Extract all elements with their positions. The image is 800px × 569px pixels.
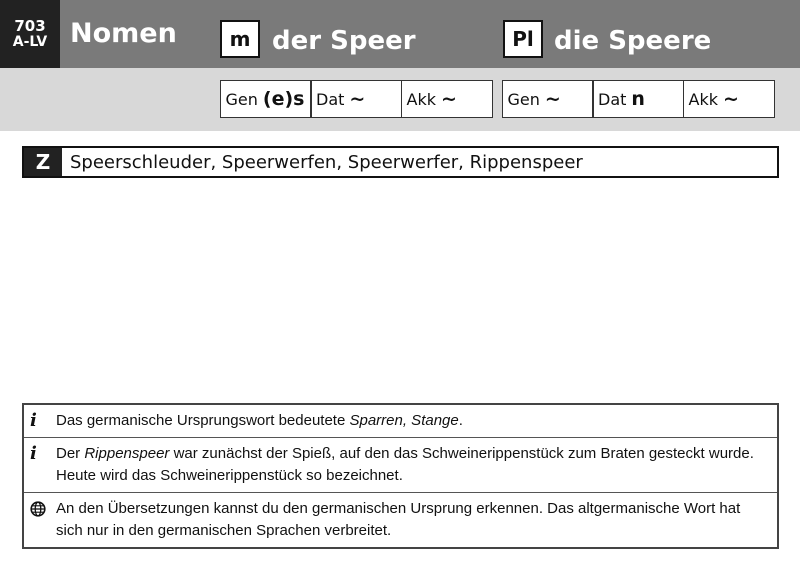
note-item [24, 405, 777, 437]
singular-word: der Speer [272, 26, 416, 56]
singular-cases [221, 80, 493, 118]
note-text: Das germanische Ursprungswort bedeutete Sparren, Stange. [56, 412, 463, 429]
compounds-text: Speerschleuder, Speerwerfen, Speerwerfer, Rippenspeer [70, 151, 583, 173]
note-text: An den Übersetzungen kannst du den germanischen Ursprung erkennen. Das altgermanische Wort hat sich nur in den germanischen Sprachen verbreitet. [56, 500, 741, 539]
case-cell-akk: Akk ~ [683, 80, 775, 118]
case-cell-gen: Gen ~ [502, 80, 594, 118]
entry-number: 703 [14, 17, 46, 35]
case-cell-gen: Gen (e)s [220, 80, 312, 118]
case-cell-akk: Akk ~ [401, 80, 493, 118]
gender-box: m [220, 20, 260, 58]
info-icon: i [30, 443, 37, 464]
note-item [24, 437, 777, 492]
plural-box: Pl [503, 20, 543, 58]
word-category: Nomen [70, 18, 177, 49]
globe-icon [30, 498, 56, 523]
case-cell-dat: Dat ~ [310, 80, 402, 118]
notes-box [22, 403, 779, 549]
info-icon: i [30, 410, 37, 431]
entry-level: A-LV [12, 34, 48, 50]
note-text: Der Rippenspeer war zunächst der Spieß, auf den das Schweinerippenstück zum Braten gesteckt wurde. Heute wird das Schweinerippenstück so bezeichnet. [56, 445, 754, 484]
case-cell-dat: Dat n [592, 80, 684, 118]
note-item [24, 492, 777, 547]
globe-svg [30, 501, 46, 517]
plural-word: die Speere [554, 26, 712, 56]
header-bar [0, 0, 800, 68]
compounds-bar [22, 146, 779, 178]
entry-badge [0, 0, 60, 68]
plural-cases [503, 80, 775, 118]
compounds-label: Z [24, 148, 62, 176]
